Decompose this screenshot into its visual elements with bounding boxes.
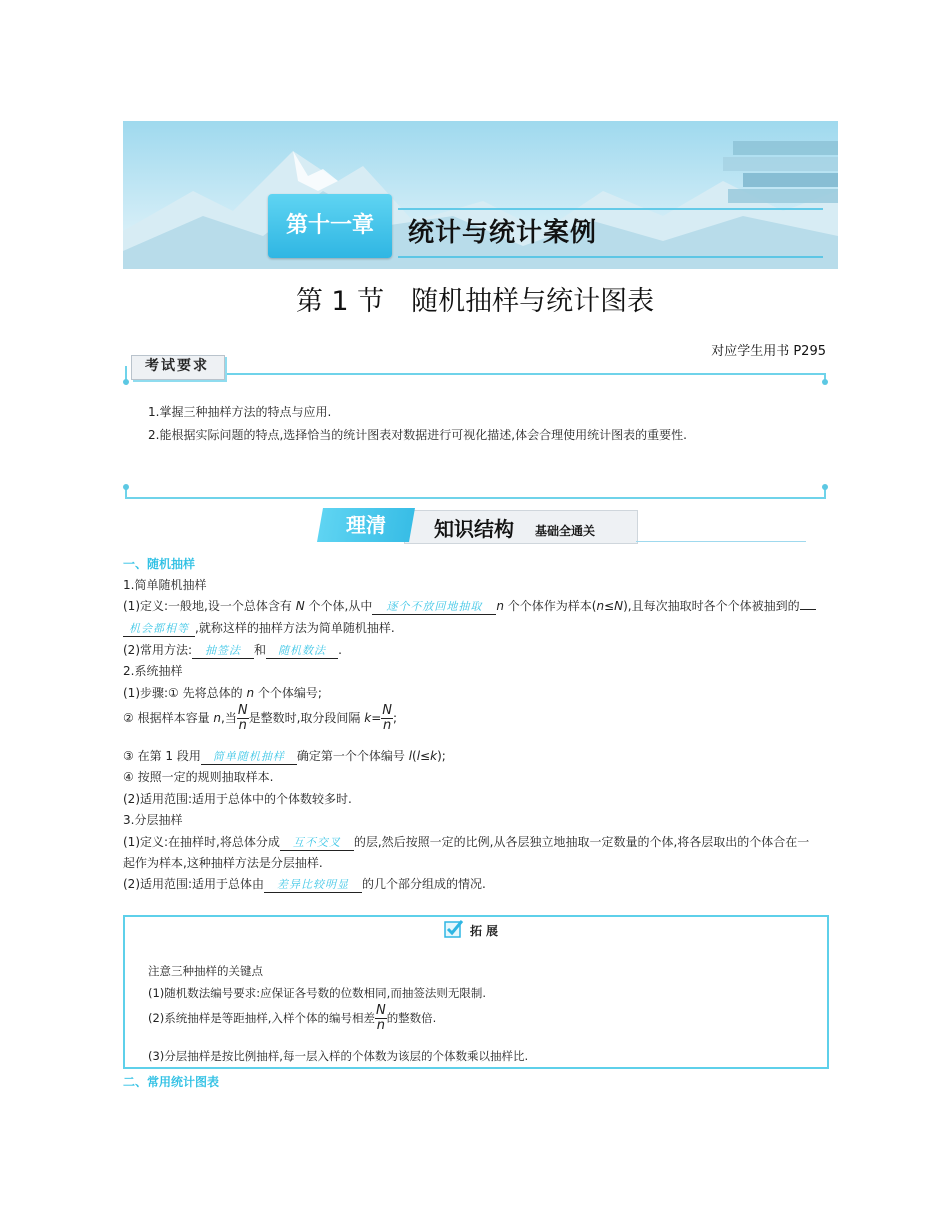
chapter-label: 第十一章 <box>285 213 374 238</box>
answer-blank: 互不交叉 <box>280 834 354 851</box>
extension-point: (2)系统抽样是等距抽样,入样个体的编号相差 $\frac{N}{n}$ 的整数倍. <box>148 1003 437 1033</box>
answer-blank: 逐个不放回地抽取 <box>372 598 496 615</box>
heading-random-sampling: 一、随机抽样 <box>123 557 196 571</box>
answer-blank: 随机数法 <box>266 642 338 659</box>
answer-blank: 差异比较明显 <box>264 876 362 893</box>
simple-random-methods: (2)常用方法: 抽签法 和 随机数法 . <box>123 643 342 657</box>
fraction-N-over-n: $\frac{N}{n}$ <box>382 703 392 733</box>
subheading-systematic: 2.系统抽样 <box>123 664 183 678</box>
stratified-definition: (1)定义:在抽样时,将总体分成 互不交叉 的层,然后按照一定的比例,从各层独立地抽取一定数量的个体,将各层取出的个体合在一 <box>123 835 810 849</box>
requirements-label: 考试要求 <box>145 358 209 374</box>
answer-blank: 机会都相等 <box>123 620 195 637</box>
requirements-right-dot <box>822 379 828 385</box>
simple-random-definition: (1)定义:一般地,设一个总体含有 N 个个体,从中 逐个不放回地抽取 n 个个体作为样本(n≤N),且每次抽取时各个个体被抽到的 <box>123 597 816 615</box>
stratified-scope: (2)适用范围:适用于总体由 差异比较明显 的几个部分组成的情况. <box>123 877 486 891</box>
systematic-step4: ④ 按照一定的规则抽取样本. <box>123 770 274 784</box>
subheading-simple-random: 1.简单随机抽样 <box>123 578 207 592</box>
fraction-N-over-n: $\frac{N}{n}$ <box>237 703 248 733</box>
requirements-left-dot <box>123 379 129 385</box>
knowledge-subtitle: 基础全通关 <box>535 524 596 538</box>
systematic-scope: (2)适用范围:适用于总体中的个体数较多时. <box>123 792 352 806</box>
section-title: 第 1 节 随机抽样与统计图表 <box>295 286 655 317</box>
extension-point: (3)分层抽样是按比例抽样,每一层入样的个体数为该层的个体数乘以抽样比. <box>148 1049 529 1063</box>
knowledge-tag-label: 理清 <box>346 513 386 537</box>
book-reference: 对应学生用书 P295 <box>711 344 826 359</box>
answer-blank: 抽签法 <box>192 642 254 659</box>
systematic-step2: ② 根据样本容量 n,当 $\frac{N}{n}$ 是整数时,取分段间隔 k= $\frac{N}{n}$ ; <box>123 703 398 733</box>
requirement-item: 1.掌握三种抽样方法的特点与应用. <box>148 405 332 419</box>
requirements-bottom-rule <box>125 497 826 499</box>
bottom-right-dot <box>822 484 828 490</box>
systematic-step3: ③ 在第 1 段用 简单随机抽样 确定第一个个体编号 l(l≤k); <box>123 749 446 763</box>
requirement-item: 2.能根据实际问题的特点,选择恰当的统计图表对数据进行可视化描述,体会合理使用统计图表的重要性. <box>148 428 687 442</box>
simple-random-definition-cont: 机会都相等 ,就称这样的抽样方法为简单随机抽样. <box>123 619 395 637</box>
knowledge-banner-rule <box>636 541 806 542</box>
systematic-step1: (1)步骤:① 先将总体的 n 个个体编号; <box>123 686 322 700</box>
extension-intro: 注意三种抽样的关键点 <box>148 964 263 978</box>
knowledge-title: 知识结构 <box>434 517 514 541</box>
stratified-definition-cont: 起作为样本,这种抽样方法是分层抽样. <box>123 856 323 870</box>
answer-blank-lead <box>800 609 816 610</box>
extension-title: 拓展 <box>470 924 503 938</box>
requirements-top-rule <box>226 373 826 375</box>
heading-common-charts: 二、常用统计图表 <box>123 1075 220 1089</box>
fraction-N-over-n: $\frac{N}{n}$ <box>375 1003 386 1033</box>
extension-point: (1)随机数法编号要求:应保证各号数的位数相同,而抽签法则无限制. <box>148 986 486 1000</box>
subheading-stratified: 3.分层抽样 <box>123 813 183 827</box>
answer-blank: 简单随机抽样 <box>201 748 297 765</box>
checkmark-icon <box>443 918 465 940</box>
chapter-title: 统计与统计案例 <box>408 218 598 248</box>
bottom-left-dot <box>123 484 129 490</box>
